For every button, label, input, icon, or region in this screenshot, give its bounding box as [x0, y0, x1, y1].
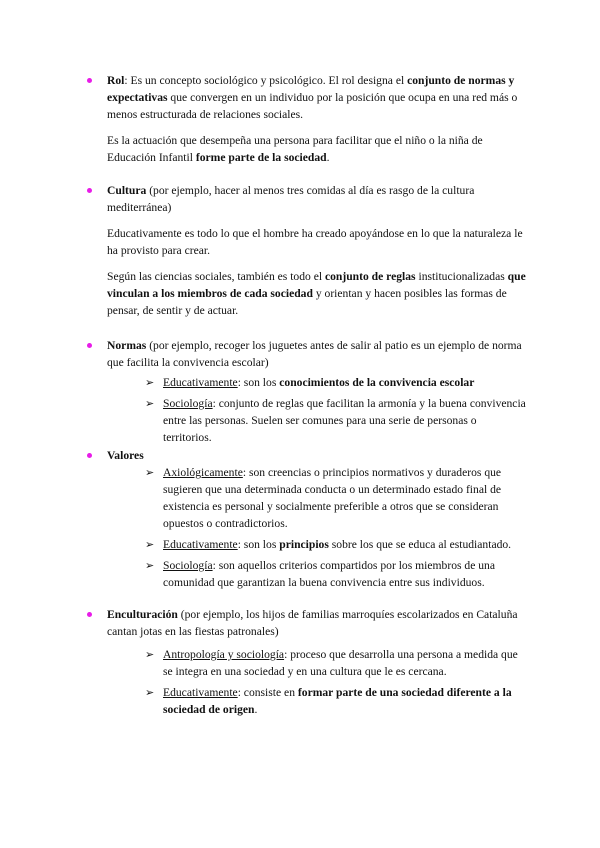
normas-sub-sociologia: ➢ Sociología: conjunto de reglas que facilitan la armonía y la buena convivencia entre las personas. Suelen ser comunes para una serie de personas o territorios.	[145, 397, 526, 444]
arrow-icon: ➢	[145, 466, 155, 479]
valores-sub-educativamente: ➢ Educativamente: son los principios sobre los que se educa al estudiantado.	[145, 538, 512, 551]
bullet-dot	[87, 188, 92, 193]
enculturacion-heading: Enculturación (por ejemplo, los hijos de familias marroquíes escolarizados en Cataluña cantan jotas en las fiestas patronales)	[107, 608, 518, 638]
valores-sub-axiologicamente: ➢ Axiológicamente: son creencias o principios normativos y duraderos que sugieren que una determinada conducta o un determinado estado final de existencia es personal y socialmente preferible a otros que se consideran opuestos o contradictorios.	[145, 466, 502, 530]
arrow-icon: ➢	[145, 376, 155, 389]
normas-sub-educativamente: ➢ Educativamente: son los conocimientos de la convivencia escolar	[145, 376, 475, 389]
normas-heading: Normas (por ejemplo, recoger los juguetes antes de salir al patio es un ejemplo de norma que facilita la convivencia escolar)	[107, 339, 522, 369]
enculturacion-sub-educativamente: ➢ Educativamente: consiste en formar parte de una sociedad diferente a la sociedad de origen.	[145, 686, 512, 716]
section-cultura	[87, 182, 527, 328]
arrow-icon: ➢	[145, 686, 155, 699]
bullet-dot	[87, 453, 92, 458]
arrow-icon: ➢	[145, 397, 155, 410]
bullet-dot	[87, 612, 92, 617]
section-valores	[87, 447, 527, 595]
valores-sub-sociologia: ➢ Sociología: son aquellos criterios compartidos por los miembros de una comunidad que garantizan la buena convivencia entre sus individuos.	[145, 559, 495, 589]
section-enculturacion	[87, 606, 527, 722]
bullet-dot	[87, 78, 92, 83]
arrow-icon: ➢	[145, 538, 155, 551]
cultura-paragraph-2: Según las ciencias sociales, también es todo el conjunto de reglas institucionalizadas que vinculan a los miembros de cada sociedad y orientan y hacen posibles las formas de pensar, de sentir y de actuar.	[107, 270, 526, 317]
enculturacion-sub-antropologia: ➢ Antropología y sociología: proceso que desarrolla una persona a medida que se integra en una sociedad y en una cultura que le es cercana.	[145, 648, 518, 678]
arrow-icon: ➢	[145, 559, 155, 572]
rol-paragraph-2: Es la actuación que desempeña una persona para facilitar que el niño o la niña de Educación Infantil forme parte de la sociedad.	[107, 134, 483, 164]
rol-definition: Rol: Es un concepto sociológico y psicológico. El rol designa el conjunto de normas y expectativas que convergen en un individuo por la posición que ocupa en una red más o menos estructurada de relaciones sociales.	[107, 74, 518, 121]
arrow-icon: ➢	[145, 648, 155, 661]
valores-heading: Valores	[107, 449, 144, 462]
bullet-dot	[87, 343, 92, 348]
cultura-paragraph-1: Educativamente es todo lo que el hombre ha creado apoyándose en lo que la naturaleza le ha provisto para crear.	[107, 227, 523, 257]
section-rol	[87, 72, 527, 175]
cultura-heading: Cultura (por ejemplo, hacer al menos tres comidas al día es rasgo de la cultura mediterránea)	[107, 184, 475, 214]
section-normas	[87, 337, 527, 450]
